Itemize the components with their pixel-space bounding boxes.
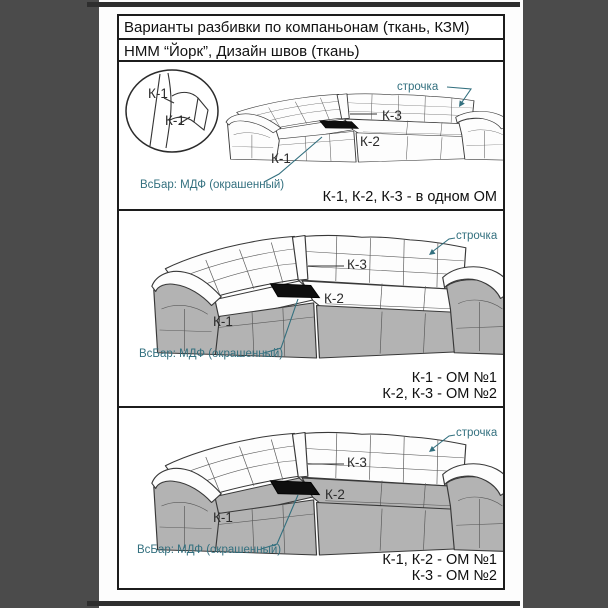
spec-sheet-table	[117, 14, 505, 590]
part-label-k1: К-1	[271, 151, 291, 166]
part-label-k2: К-2	[324, 291, 344, 306]
caption-line: К-1, К-2 - ОМ №1	[382, 552, 497, 568]
caption-line: К-2, К-3 - ОМ №2	[382, 385, 497, 402]
sheet-subtitle: НММ “Йорк”, Дизайн швов (ткань)	[119, 40, 503, 62]
variant-section-1	[119, 62, 503, 209]
part-label-k2: К-2	[325, 487, 345, 502]
sheet-title: Варианты разбивки по компаньонам (ткань, КЗМ)	[119, 16, 503, 40]
stitch-label: строчка	[456, 427, 498, 439]
page-bottom-edge	[87, 601, 520, 606]
caption-variant-1	[323, 190, 497, 206]
part-label-k1: К-1	[213, 510, 233, 525]
stitch-label: строчка	[397, 81, 439, 93]
bar-material-note: ВсБар: МДФ (окрашенный)	[140, 179, 285, 191]
bar-material-note: ВсБар: МДФ (окрашенный)	[137, 544, 282, 556]
caption-line: К-1, К-2, К-3 - в одном ОМ	[322, 188, 497, 205]
bar-material-note: ВсБар: МДФ (окрашенный)	[139, 348, 284, 360]
caption-line: К-3 - ОМ №2	[411, 567, 497, 584]
detail-inset-circle	[124, 68, 220, 154]
part-label-k3: К-3	[382, 108, 402, 123]
sofa-diagram-variant-1	[223, 88, 503, 166]
variant-section-3	[119, 406, 503, 588]
inset-label-k1-back: К-1	[148, 86, 168, 101]
part-label-k3: К-3	[347, 257, 367, 272]
part-label-k1: К-1	[213, 314, 233, 329]
caption-variant-2	[382, 371, 497, 402]
page-top-edge	[87, 2, 520, 7]
caption-line: К-1 - ОМ №1	[411, 370, 497, 386]
part-label-k2: К-2	[360, 134, 380, 149]
inset-label-k1-side: К-1	[165, 113, 185, 128]
document-page	[99, 0, 523, 608]
caption-variant-3	[382, 553, 497, 584]
stitch-label: строчка	[456, 230, 498, 242]
part-label-k3: К-3	[347, 455, 367, 470]
variant-section-2	[119, 209, 503, 406]
